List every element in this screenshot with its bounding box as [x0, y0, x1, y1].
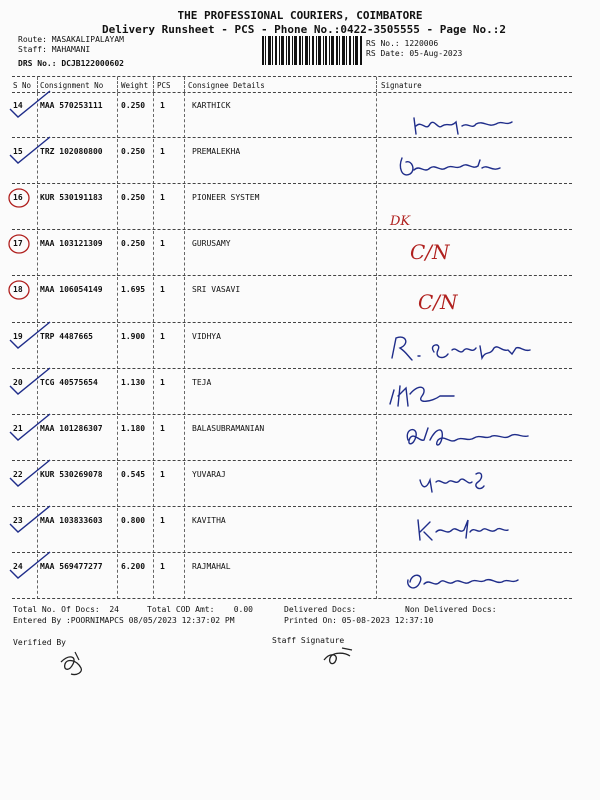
- column-divider: [153, 554, 154, 599]
- drs-number: DRS No.: DCJB122000602: [18, 59, 124, 68]
- column-divider: [184, 554, 185, 599]
- column-divider: [153, 416, 154, 461]
- row-consignee: TEJA: [192, 377, 212, 387]
- row-consignee: RAJMAHAL: [192, 562, 231, 571]
- column-divider: [117, 139, 118, 184]
- total-cod: Total COD Amt: 0.00: [147, 605, 253, 614]
- row-weight: 1.180: [121, 423, 146, 433]
- check-mark-icon: [6, 504, 56, 544]
- row-pcs: 1: [160, 331, 165, 341]
- column-divider: [376, 508, 377, 553]
- row-divider: [12, 414, 572, 415]
- row-sno: 18: [13, 285, 23, 295]
- row-pcs: 1: [160, 239, 165, 249]
- row-consignment: TRZ 102080800: [40, 147, 103, 157]
- row-consignment: TCG 40575654: [40, 377, 98, 387]
- table-header-rule: [12, 92, 572, 93]
- column-divider: [184, 231, 185, 276]
- row-divider: [12, 460, 572, 461]
- col-pcs: PCS: [157, 81, 171, 90]
- column-divider: [376, 416, 377, 461]
- column-divider: [153, 370, 154, 415]
- delivered-docs: Delivered Docs:: [284, 605, 357, 614]
- row-weight: 0.250: [121, 101, 146, 110]
- row-pcs: 1: [160, 562, 165, 571]
- signature-text: C/N: [418, 290, 458, 314]
- rs-date: RS Date: 05-Aug-2023: [366, 49, 463, 58]
- col-consignment: Consignment No: [40, 81, 104, 90]
- check-mark-icon: [6, 89, 56, 129]
- signature: [410, 462, 580, 496]
- row-consignee: VIDHYA: [192, 331, 221, 341]
- row-pcs: 1: [160, 285, 165, 295]
- row-consignment: MAA 570253111: [40, 101, 103, 110]
- row-divider: [12, 552, 572, 553]
- row-pcs: 1: [160, 469, 165, 479]
- column-divider: [184, 277, 185, 322]
- column-divider: [117, 324, 118, 369]
- column-divider: [376, 277, 377, 322]
- barcode: [262, 36, 362, 65]
- row-consignee: BALASUBRAMANIAN: [192, 423, 265, 433]
- staff-label: Staff: MAHAMANI: [18, 45, 91, 54]
- row-pcs: 1: [160, 423, 165, 433]
- row-consignment: TRP 4487665: [40, 331, 93, 341]
- column-divider: [117, 93, 118, 138]
- row-pcs: 1: [160, 193, 165, 203]
- column-divider: [184, 416, 185, 461]
- column-divider: [184, 370, 185, 415]
- check-mark-icon: [6, 412, 56, 452]
- column-divider: [153, 508, 154, 553]
- verified-by-label: Verified By: [13, 638, 66, 647]
- check-mark-icon: [6, 458, 56, 498]
- company-title: THE PROFESSIONAL COURIERS, COIMBATORE: [177, 9, 423, 22]
- column-divider: [184, 185, 185, 230]
- row-divider: [12, 183, 572, 184]
- signature: [408, 510, 578, 544]
- row-consignee: KARTHICK: [192, 101, 231, 110]
- row-pcs: 1: [160, 515, 165, 525]
- row-weight: 0.250: [121, 147, 146, 157]
- row-consignee: SRI VASAVI: [192, 285, 241, 295]
- row-sno: 15: [13, 147, 23, 157]
- col-consignee: Consignee Details: [188, 81, 265, 90]
- row-consignment: MAA 106054149: [40, 285, 103, 295]
- route-label: Route: MASAKALIPALAYAM: [18, 35, 124, 44]
- col-signature: Signature: [381, 81, 422, 90]
- row-pcs: 1: [160, 377, 165, 387]
- column-divider: [153, 185, 154, 230]
- entered-by: Entered By :POORNIMAPCS 08/05/2023 12:37:02 PM: [13, 616, 235, 625]
- column-divider: [376, 370, 377, 415]
- column-divider: [376, 139, 377, 184]
- row-sno: 24: [13, 562, 23, 571]
- row-pcs: 1: [160, 147, 165, 157]
- column-divider: [376, 462, 377, 507]
- row-sno: 14: [13, 101, 23, 110]
- column-divider: [117, 416, 118, 461]
- rs-number: RS No.: 1220006: [366, 39, 439, 48]
- check-mark-icon: [6, 227, 56, 267]
- check-mark-icon: [6, 181, 56, 221]
- row-consignee: GURUSAMY: [192, 239, 231, 249]
- signature: [390, 210, 560, 244]
- row-consignment: MAA 101286307: [40, 423, 103, 433]
- row-consignment: KUR 530269078: [40, 469, 103, 479]
- table-top-rule: [12, 76, 572, 77]
- column-divider: [376, 93, 377, 138]
- signature: [410, 240, 580, 274]
- printed-on: Printed On: 05-08-2023 12:37:10: [284, 616, 434, 625]
- signature: [380, 374, 550, 408]
- row-consignee: PIONEER SYSTEM: [192, 193, 260, 203]
- column-divider: [117, 508, 118, 553]
- row-sno: 16: [13, 193, 23, 203]
- column-divider: [117, 462, 118, 507]
- row-consignment: MAA 103833603: [40, 515, 103, 525]
- column-divider: [153, 231, 154, 276]
- column-divider: [117, 185, 118, 230]
- row-weight: 1.130: [121, 377, 146, 387]
- total-docs: Total No. Of Docs: 24: [13, 605, 119, 614]
- signature: [382, 330, 552, 364]
- column-divider: [117, 554, 118, 599]
- row-consignee: KAVITHA: [192, 515, 226, 525]
- column-divider: [184, 139, 185, 184]
- row-weight: 0.800: [121, 515, 146, 525]
- row-sno: 19: [13, 331, 23, 341]
- row-consignment: KUR 530191183: [40, 193, 103, 203]
- col-sno: S No: [13, 81, 32, 90]
- row-weight: 1.900: [121, 331, 146, 341]
- column-divider: [184, 462, 185, 507]
- column-divider: [376, 231, 377, 276]
- row-consignment: MAA 569477277: [40, 562, 103, 571]
- column-divider: [376, 554, 377, 599]
- row-weight: 0.545: [121, 469, 146, 479]
- staff-initials: [320, 644, 360, 670]
- check-mark-icon: [6, 135, 56, 175]
- column-divider: [184, 324, 185, 369]
- column-divider: [117, 231, 118, 276]
- staff-signature-label: Staff Signature: [272, 636, 345, 645]
- non-delivered-docs: Non Delivered Docs:: [405, 605, 497, 614]
- check-mark-icon: [6, 320, 56, 360]
- row-sno: 23: [13, 515, 23, 525]
- signature: [398, 562, 568, 596]
- row-divider: [12, 275, 572, 276]
- check-mark-icon: [6, 550, 56, 590]
- column-divider: [153, 462, 154, 507]
- row-weight: 6.200: [121, 562, 146, 571]
- row-weight: 0.250: [121, 193, 146, 203]
- column-divider: [376, 324, 377, 369]
- runsheet-subtitle: Delivery Runsheet - PCS - Phone No.:0422-3505555 - Page No.:2: [102, 23, 506, 36]
- signature: [404, 104, 574, 138]
- check-mark-icon: [6, 366, 56, 406]
- row-divider: [12, 506, 572, 507]
- signature: [392, 148, 562, 182]
- column-divider: [184, 508, 185, 553]
- row-consignee: PREMALEKHA: [192, 147, 241, 157]
- row-sno: 20: [13, 377, 23, 387]
- row-consignee: YUVARAJ: [192, 469, 226, 479]
- row-weight: 1.695: [121, 285, 146, 295]
- column-divider: [117, 277, 118, 322]
- row-weight: 0.250: [121, 239, 146, 249]
- check-mark-icon: [6, 273, 56, 313]
- row-divider: [12, 368, 572, 369]
- column-divider: [117, 370, 118, 415]
- signature-text: DK: [390, 214, 411, 229]
- column-divider: [376, 185, 377, 230]
- signature: [418, 290, 588, 324]
- row-sno: 17: [13, 239, 23, 249]
- column-divider: [153, 324, 154, 369]
- column-divider: [153, 277, 154, 322]
- table-bottom-rule: [12, 598, 572, 599]
- signature: [398, 418, 568, 452]
- column-divider: [153, 93, 154, 138]
- row-consignment: MAA 103121309: [40, 239, 103, 249]
- column-divider: [153, 139, 154, 184]
- verified-initials: [55, 650, 95, 680]
- row-pcs: 1: [160, 101, 165, 110]
- col-weight: Weight: [121, 81, 149, 90]
- row-sno: 21: [13, 423, 23, 433]
- column-divider: [184, 93, 185, 138]
- row-sno: 22: [13, 469, 23, 479]
- signature-text: C/N: [410, 240, 450, 264]
